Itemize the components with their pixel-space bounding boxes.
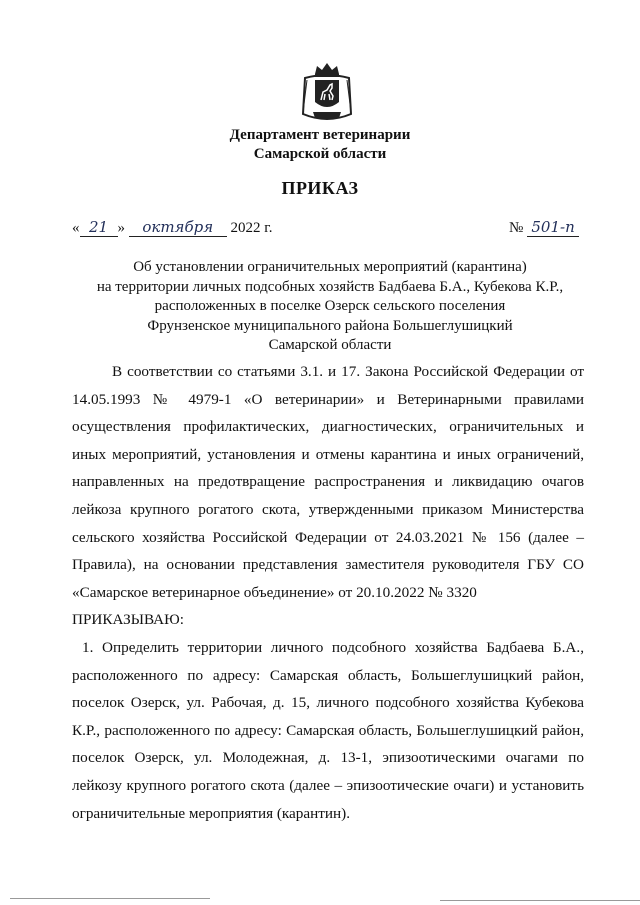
preamble-paragraph: В соответствии со статьями 3.1. и 17. Закона Российской Федерации от 14.05.1993 № 4979-1 «О ветеринарии» и Ветеринарными правилами осуществления профилактических, диагностических, ограничительных и иных мероприятий, установления и отмены карантина и иных ограничений, направленных на предотвращение распространения и ликвидацию очагов лейкоза крупного рогатого скота, утвержденными приказом Министерства сельского хозяйства Российской Федерации от 24.03.2021 № 156 (далее – Правила), на основании представления заместителя руководителя ГБУ СО «Самарское ветеринарное объединение» от 20.10.2022 № 3320	[72, 363, 584, 601]
date-open-quote: «	[72, 220, 80, 236]
date-month: октября	[129, 218, 227, 237]
order-body	[72, 358, 584, 827]
number-value: 501-п	[527, 218, 579, 237]
order-number	[509, 218, 579, 237]
department-name: Департамент ветеринарии	[229, 127, 411, 143]
subject-line: Фрунзенское муниципального района Большеглушицкий	[147, 317, 513, 334]
subject-line: Самарской области	[268, 337, 392, 353]
date-close-quote: »	[117, 220, 125, 236]
samara-coat-of-arms-icon	[299, 60, 355, 124]
order-title: ПРИКАЗ	[281, 178, 359, 198]
number-label: №	[509, 220, 524, 236]
subject-line: расположенных в поселке Озерск сельского поселения	[154, 298, 506, 314]
order-item-1: 1. Определить территории личного подсобного хозяйства Бадбаева Б.А., расположенного по адресу: Самарская область, Большеглушицкий район, поселок Озерск, ул. Рабочая, д. 15, личного подсобного хозяйства Кубекова К.Р., расположенного по адресу: Самарская область, Большеглушицкий район, поселок Озерск, ул. Молодежная, д. 13-1, эпизоотическими очагами по лейкозу крупного рогатого скота (далее – эпизоотические очаги) и установить ограничительные мероприятия (карантин).	[72, 638, 584, 822]
department-region: Самарской области	[253, 146, 387, 162]
order-date	[72, 218, 272, 237]
order-word: ПРИКАЗЫВАЮ:	[72, 611, 184, 629]
subject-line: на территории личных подсобных хозяйств Бадбаева Б.А., Кубекова К.Р.,	[96, 278, 564, 295]
scan-edge-line	[10, 898, 210, 899]
subject-line: Об установлении ограничительных мероприятий (карантина)	[133, 259, 527, 275]
order-subject	[60, 258, 600, 356]
date-day: 21	[80, 218, 118, 237]
date-year: 2022 г.	[230, 220, 273, 236]
scan-edge-line	[440, 900, 640, 901]
